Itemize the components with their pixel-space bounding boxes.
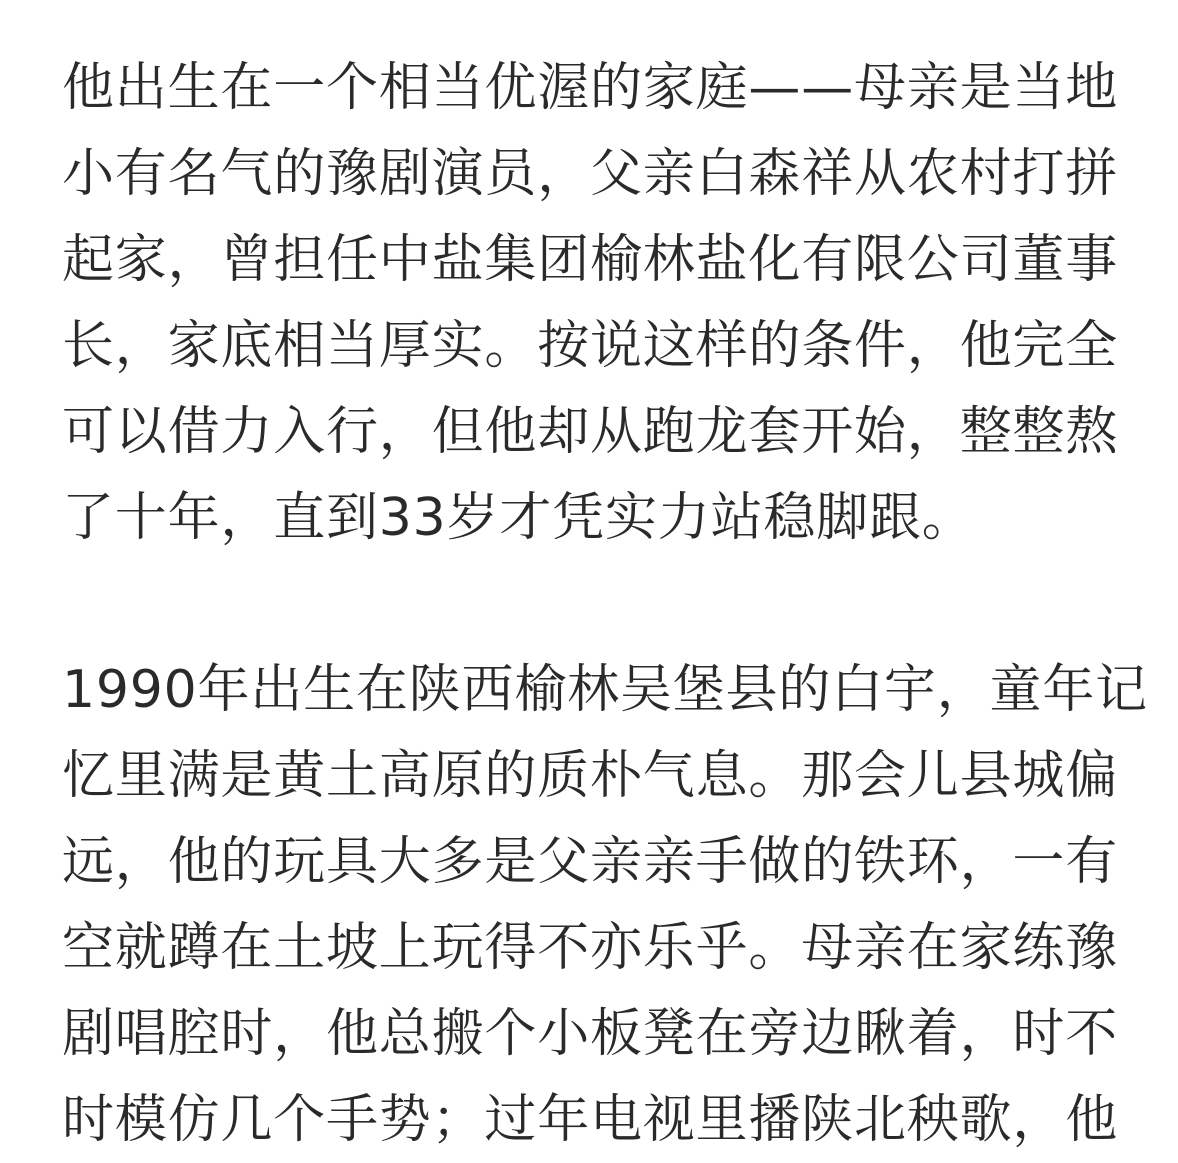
paragraph-line: 起家，曾担任中盐集团榆林盐化有限公司董事 (62, 230, 1119, 290)
paragraph-line: 1990年出生在陕西榆林吴堡县的白宇，童年记 (62, 660, 1148, 720)
paragraph-2 (62, 647, 1148, 1163)
paragraph-line: 了十年，直到33岁才凭实力站稳脚跟。 (62, 488, 975, 548)
paragraph-line: 他出生在一个相当优渥的家庭——母亲是当地 (62, 58, 1119, 118)
paragraph-line: 远，他的玩具大多是父亲亲手做的铁环，一有 (62, 832, 1119, 892)
paragraph-spacer (62, 561, 1122, 647)
paragraph-1 (62, 0, 1122, 561)
paragraph-line: 小有名气的豫剧演员，父亲白森祥从农村打拼 (62, 144, 1119, 204)
paragraph-line: 可以借力入行，但他却从跑龙套开始，整整熬 (62, 402, 1119, 462)
paragraph-line: 剧唱腔时，他总搬个小板凳在旁边瞅着，时不 (62, 1004, 1119, 1064)
paragraph-line (62, 0, 1122, 45)
paragraph-line: 空就蹲在土坡上玩得不亦乐乎。母亲在家练豫 (62, 918, 1119, 978)
paragraph-line: 时模仿几个手势；过年电视里播陕北秧歌，他 (62, 1090, 1119, 1150)
paragraph-line: 长，家底相当厚实。按说这样的条件，他完全 (62, 316, 1119, 376)
article-body (62, 0, 1148, 1163)
paragraph-line: 忆里满是黄土高原的质朴气息。那会儿县城偏 (62, 746, 1119, 806)
